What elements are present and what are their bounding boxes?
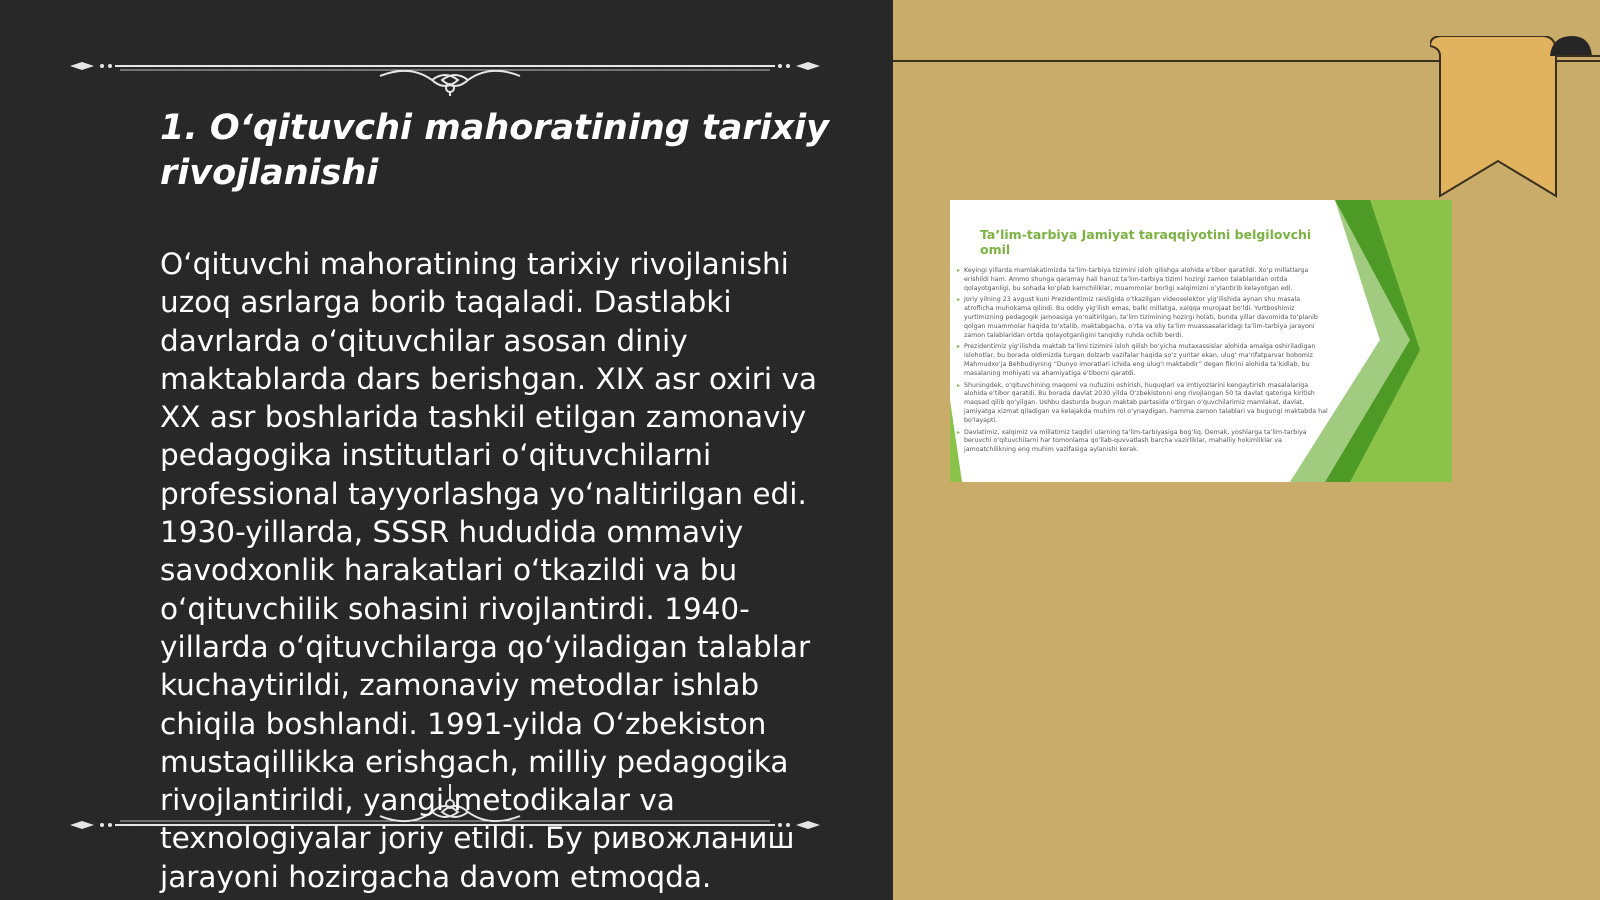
slide-title: 1. O‘qituvchi mahoratining tarixiy rivojlanishi <box>160 108 829 193</box>
thumbnail-bullet-list <box>957 267 1329 458</box>
thumbnail-bullet: ▸ Davlatimiz, xalqimiz va millatimiz taqdiri ularning ta’lim-tarbiyasiga bog‘liq. Demak, yoshlarga ta’lim-tarbiya beruvchi o‘qituvchilarni har tomonlama qo‘llab-quvvatlash barcha vazirliklar, mahalliy hokimliklar va jamoatchilikning eng muhim vazifasiga aylanishi kerak. <box>957 429 1329 455</box>
bookmark-ribbon-decoration <box>1430 36 1600 201</box>
thumbnail-bullet: ▸ Joriy yilning 23 avgust kuni Prezidentimiz raisligida o‘tkazilgan videoselektor yig‘ilishida aynan shu masala atroflicha muhokama qilindi. Bu oddiy yig‘ilish emas, balki millatga, xalqqa murojaat bo‘ldi. Yurtboshimiz yurtimizning pedagogik jamoasiga yo‘naltirilgan, ta’lim tizimining hozirgi holati, bunda yillar davomida to‘planib qolgan muammolar haqida to‘xtalib, maktabgacha, o‘rta va oliy ta’lim muassasalaridagi ta’lim-tarbiya jarayoni zamon talablaridan ortda qolayotganligini tanqidiy ruhda ochib berdi. <box>957 296 1329 340</box>
top-flourish-divider <box>60 36 830 96</box>
thumbnail-title: Ta’lim-tarbiya Jamiyat taraqqiyotini belgilovchi omil <box>980 227 1312 257</box>
slide-body-text: O‘qituvchi mahoratining tarixiy rivojlanishi uzoq asrlarga borib taqaladi. Dastlabki davrlarda o‘qituvchilar asosan diniy maktablarda dars berishgan. XIX asr oxiri va XX asr boshlarida tashkil etilgan zamonaviy pedagogika institutlari o‘qituvchilarni professional tayyorlashga yo‘naltirilgan edi. 1930-yillarda, SSSR hududida ommaviy savodxonlik harakatlari o‘tkazildi va bu o‘qituvchilik sohasini rivojlantirdi. 1940-yillarda o‘qituvchilarga qo‘yiladigan talablar kuchaytirildi, zamonaviy metodlar ishlab chiqila boshlandi. 1991-yilda O‘zbekiston mustaqillikka erishgach, milliy pedagogika rivojlantirildi, yangi metodikalar va texnologiyalar joriy etildi. Бу ривожланиш jarayoni hozirgacha davom etmoqda. <box>160 247 818 894</box>
thumbnail-bullet: ▸ Keyingi yillarda mamlakatimizda ta’lim-tarbiya tizimini isloh qilishga alohida e’tibor qaratildi. Xo‘p millatlarga erishildi ham. Ammo shunga qaramay hali hanuz ta’lim-tarbiya tizimi hozirgi zamon talablaridan ortda qolayotganligi, bu sohada ko‘plab kamchiliklar, muammolar borligi xalqimizni o‘ylantirib kelayotgan edi. <box>957 267 1329 293</box>
thumbnail-bullet: ▸ Shuningdek, o‘qituvchining maqomi va nufuzini oshirish, huquqlari va imtiyozlarini kengaytirish masalalariga alohida e’tibor qaratdi. Bu borada davlat 2030 yilda O‘zbekistonni eng rivojlangan 50 ta davlat qatoriga kiritish maqsad qilib qo‘yilgan. Ushbu dasturda bugun maktab partasida o‘tirgan o‘quvchilarimiz mamlakat, davlat, jamiyatga xizmat qiladigan va kelajakda muhim rol o‘ynaydigan, hamma zamon talablari va bugungi maktabda hal bo‘layapti. <box>957 382 1329 426</box>
embedded-slide-thumbnail <box>950 200 1452 482</box>
thumbnail-bullet: ▸ Prezidentimiz yig‘ilishda maktab ta’limi tizimini isloh qilish bo‘yicha mutaxassislar alohida amalga oshiriladigan islohotlar, bu borada oldimizda turgan dolzarb vazifalar haqida so‘z yuritar ekan, ulug‘ ma’rifatparvar bobomiz Mahmudxo‘ja Behbudiyning “Dunyo imoratlari ichida eng ulug‘i maktabdir” degan fikrini alohida ta’kidlab, bu masalaning mohiyati va ahamiyatiga e’tiborni qaratdi. <box>957 343 1329 378</box>
